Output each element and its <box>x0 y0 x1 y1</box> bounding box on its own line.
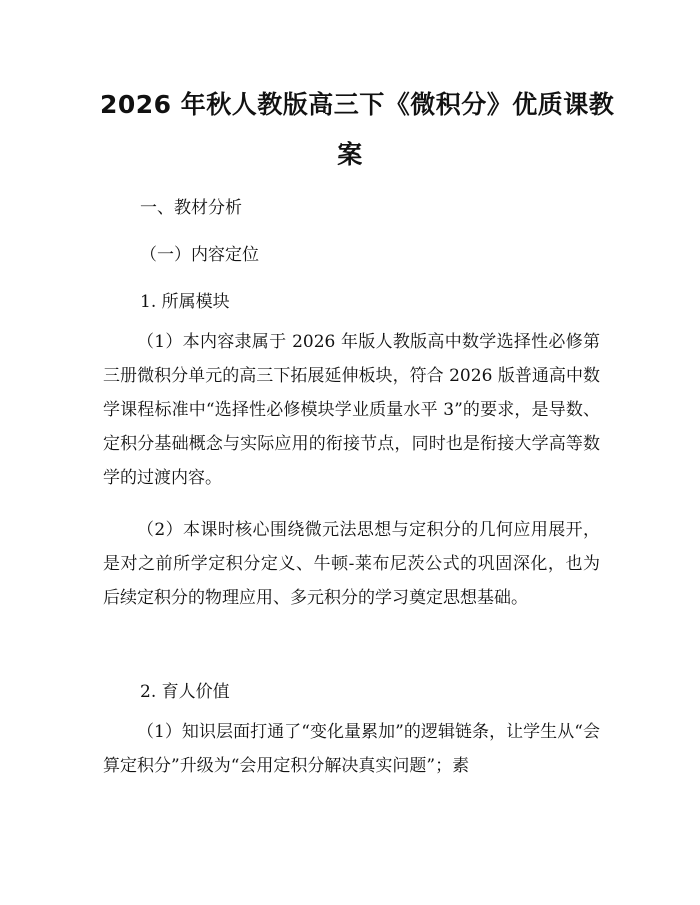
paragraph-value-1: （1）知识层面打通了“变化量累加”的逻辑链条，让学生从“会算定积分”升级为“会用定积分解决真实问题”；素 <box>103 722 600 776</box>
document-title-line-1: 2026 年秋人教版高三下《微积分》优质课教 <box>100 90 615 119</box>
paragraph-module-1: （1）本内容隶属于 2026 年版人教版高中数学选择性必修第三册微积分单元的高三下拓展延伸板块，符合 2026 版普通高中数学课程标准中“选择性必修模块学业质量水平 3”的要求，是导数、定积分基础概念与实际应用的衔接节点，同时也是衔接大学高等数学的过渡内容。 <box>103 332 600 488</box>
subsection-heading: （一）内容定位 <box>140 245 259 265</box>
paragraph-module-2: （2）本课时核心围绕微元法思想与定积分的几何应用展开，是对之前所学定积分定义、牛顿-莱布尼茨公式的巩固深化，也为后续定积分的物理应用、多元积分的学习奠定思想基础。 <box>103 520 600 608</box>
item-heading-value: 2. 育人价值 <box>140 682 230 702</box>
document-title-line-2: 案 <box>337 140 363 169</box>
item-heading-module: 1. 所属模块 <box>140 292 230 312</box>
section-heading: 一、教材分析 <box>140 198 242 218</box>
